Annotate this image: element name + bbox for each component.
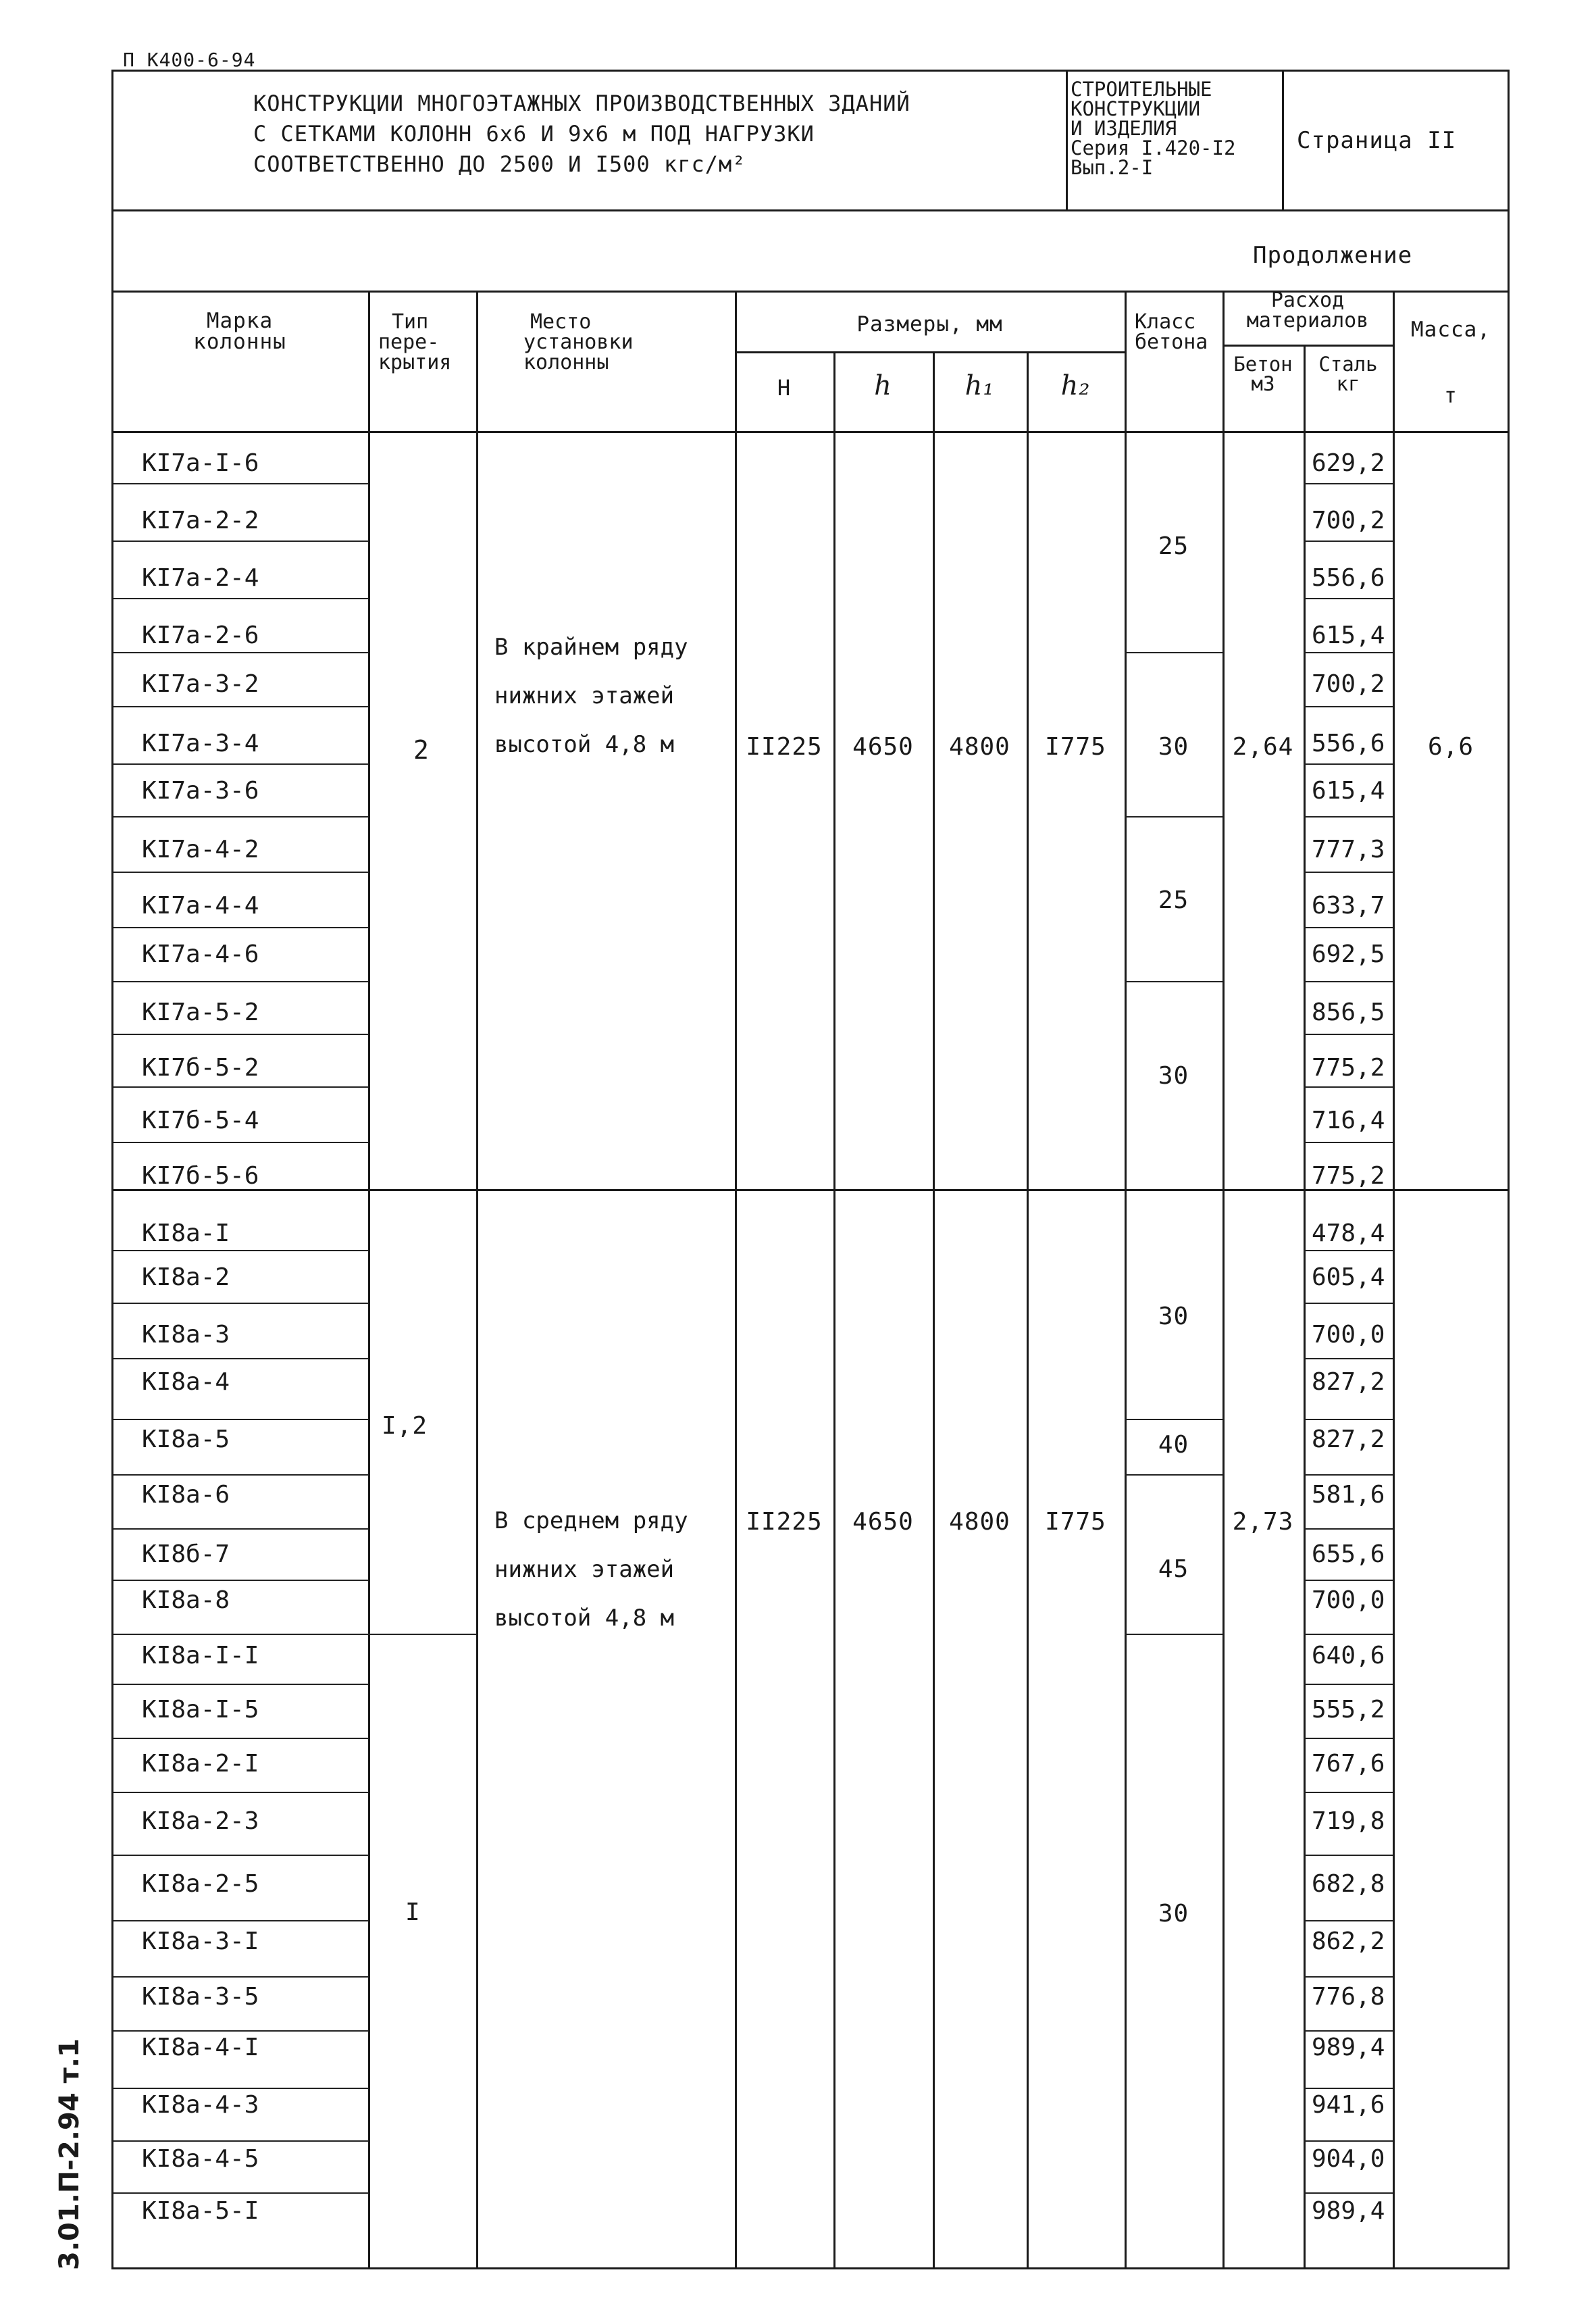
series-line-4: Серия I.420-I2	[1071, 136, 1236, 159]
table-row-mark: КI7а-3-2	[142, 670, 259, 698]
sizes-subheader-line	[735, 351, 1125, 353]
row-divider-steel	[1304, 981, 1393, 982]
table-row-steel: 692,5	[1312, 940, 1385, 968]
group1-concrete: 2,64	[1232, 733, 1294, 761]
table-row-mark: КI8а-2-I	[142, 1750, 259, 1778]
table-row-steel: 904,0	[1312, 2145, 1385, 2173]
group1-place-line-1: В крайнем ряду	[494, 634, 688, 661]
col-header-sizes: Размеры, мм	[856, 312, 1003, 336]
type-line-1: Тип	[392, 310, 429, 334]
class-line-1: Класс	[1135, 310, 1196, 334]
row-divider-steel	[1304, 540, 1393, 542]
row-divider-mark	[113, 927, 368, 928]
col-line-steel	[1304, 345, 1306, 2269]
col-header-h: h	[874, 370, 892, 401]
table-row-steel: 700,2	[1312, 670, 1385, 698]
table-row-steel: 556,6	[1312, 730, 1385, 757]
table-row-mark: КI8а-4-3	[142, 2091, 259, 2119]
table-row-steel: 633,7	[1312, 892, 1385, 920]
steel-line-1: Сталь	[1318, 353, 1378, 376]
col-header-h1: h₁	[964, 370, 995, 401]
g1-class-2: 30	[1158, 733, 1189, 761]
group2-h: 4650	[852, 1508, 914, 1536]
group2-place-line-2: нижних этажей	[494, 1556, 675, 1583]
g1-class-4: 30	[1158, 1062, 1189, 1090]
row-divider-steel	[1304, 1855, 1393, 1856]
table-row-steel: 862,2	[1312, 1928, 1385, 1955]
table-row-steel: 716,4	[1312, 1107, 1385, 1134]
row-divider-mark	[113, 1580, 368, 1581]
col-line-concrete	[1222, 291, 1225, 2269]
row-divider-steel	[1304, 1738, 1393, 1739]
table-row-mark: КI8а-2-5	[142, 1870, 259, 1898]
group1-place-line-3: высотой 4,8 м	[494, 731, 675, 758]
col-line-h1	[933, 351, 935, 2269]
table-row-steel: 655,6	[1312, 1540, 1385, 1568]
group2-type-b: I	[405, 1898, 421, 1926]
table-row-mark: КI8а-4-5	[142, 2145, 259, 2173]
group1-h1: 4800	[949, 733, 1010, 761]
consumption-line-1: Расход	[1270, 288, 1345, 312]
row-divider-steel	[1304, 1358, 1393, 1359]
row-divider-steel	[1304, 1634, 1393, 1635]
row-divider-mark	[113, 1358, 368, 1359]
row-divider-steel	[1304, 1976, 1393, 1978]
table-row-steel: 615,4	[1312, 622, 1385, 649]
place-line-2: установки	[523, 330, 634, 354]
group1-place	[494, 623, 688, 769]
g2-type-divider	[368, 1634, 476, 1635]
col-header-type	[378, 312, 451, 373]
steel-line-2: кг	[1336, 372, 1360, 395]
col-line-h2	[1027, 351, 1029, 2269]
continuation-label: Продолжение	[1253, 242, 1413, 269]
table-row-mark: КI8а-I-5	[142, 1696, 259, 1724]
row-divider-mark	[113, 1855, 368, 1856]
row-divider-mark	[113, 1634, 368, 1635]
title-line-2: С СЕТКАМИ КОЛОНН 6х6 И 9х6 м ПОД НАГРУЗКИ	[253, 120, 815, 147]
page-number-label: Страница II	[1297, 127, 1457, 154]
table-row-mark: КI8б-7	[142, 1540, 230, 1568]
group2-h2: I775	[1045, 1508, 1106, 1536]
document-title	[253, 91, 910, 176]
consumption-line-2: материалов	[1246, 309, 1369, 332]
table-row-mark: КI8а-4-I	[142, 2034, 259, 2061]
row-divider-mark	[113, 1086, 368, 1088]
place-line-1: Место	[530, 310, 592, 334]
table-row-mark: КI7б-5-6	[142, 1162, 259, 1190]
row-divider-mark	[113, 1419, 368, 1420]
row-divider-mark	[113, 1684, 368, 1685]
row-divider-mark	[113, 1920, 368, 1921]
row-divider-mark	[113, 2140, 368, 2142]
table-row-steel: 640,6	[1312, 1642, 1385, 1669]
group2-h1: 4800	[949, 1508, 1010, 1536]
col-line-H	[735, 291, 737, 2269]
table-row-mark: КI7а-2-2	[142, 507, 259, 534]
document-code: П К400-6-94	[123, 49, 256, 71]
row-divider-steel	[1304, 706, 1393, 707]
g2-class-4: 30	[1158, 1900, 1189, 1928]
col-line-class	[1125, 291, 1127, 2269]
consumption-subheader-line	[1222, 345, 1393, 347]
table-row-steel: 478,4	[1312, 1219, 1385, 1247]
table-row-mark: КI7а-2-4	[142, 564, 259, 592]
table-row-steel: 941,6	[1312, 2091, 1385, 2119]
table-row-mark: КI7б-5-4	[142, 1107, 259, 1134]
row-divider-mark	[113, 2030, 368, 2032]
header-divider-1	[1066, 70, 1068, 209]
row-divider-mark	[113, 652, 368, 653]
table-row-mark: КI8а-4	[142, 1368, 230, 1396]
row-divider-mark	[113, 1792, 368, 1793]
row-divider-steel	[1304, 1684, 1393, 1685]
row-divider-mark	[113, 1528, 368, 1530]
table-row-mark: КI8а-2-3	[142, 1807, 259, 1835]
table-row-steel: 556,6	[1312, 564, 1385, 592]
group1-H: II225	[746, 733, 823, 761]
col-header-consumption	[1222, 288, 1393, 332]
row-divider-steel	[1304, 1250, 1393, 1251]
table-row-steel: 777,3	[1312, 836, 1385, 863]
g2-class-line-1	[1125, 1419, 1222, 1420]
row-divider-mark	[113, 1738, 368, 1739]
row-divider-steel	[1304, 1142, 1393, 1143]
group1-h2: I775	[1045, 733, 1106, 761]
table-row-mark: КI7б-5-2	[142, 1054, 259, 1082]
table-row-mark: КI8а-5-I	[142, 2197, 259, 2225]
row-divider-steel	[1304, 1920, 1393, 1921]
col-header-mark	[111, 311, 368, 353]
table-row-steel: 629,2	[1312, 449, 1385, 477]
row-divider-mark	[113, 763, 368, 765]
place-line-3: колонны	[523, 351, 609, 374]
table-row-steel: 856,5	[1312, 999, 1385, 1026]
row-divider-steel	[1304, 1528, 1393, 1530]
row-divider-mark	[113, 1142, 368, 1143]
table-row-mark: КI7а-4-2	[142, 836, 259, 863]
row-divider-mark	[113, 981, 368, 982]
table-row-steel: 700,2	[1312, 507, 1385, 534]
table-row-mark: КI7а-3-6	[142, 777, 259, 805]
group2-H: II225	[746, 1508, 823, 1536]
row-divider-steel	[1304, 1419, 1393, 1420]
table-row-steel: 700,0	[1312, 1321, 1385, 1349]
row-divider-mark	[113, 872, 368, 873]
table-row-mark: КI7а-4-6	[142, 940, 259, 968]
row-divider-mark	[113, 1034, 368, 1035]
g1-class-3: 25	[1158, 886, 1189, 914]
g1-class-1: 25	[1158, 532, 1189, 560]
table-row-mark: КI8а-3	[142, 1321, 230, 1349]
table-row-steel: 776,8	[1312, 1983, 1385, 2011]
row-divider-steel	[1304, 927, 1393, 928]
g2-class-1: 30	[1158, 1303, 1189, 1330]
group2-place-line-3: высотой 4,8 м	[494, 1605, 675, 1632]
row-divider-steel	[1304, 1303, 1393, 1304]
row-divider-mark	[113, 1250, 368, 1251]
series-line-3: И ИЗДЕЛИЯ	[1071, 117, 1177, 140]
series-line-5: Вып.2-I	[1071, 156, 1154, 179]
table-row-steel: 767,6	[1312, 1750, 1385, 1778]
table-row-mark: КI8а-2	[142, 1263, 230, 1291]
g2-class-line-3	[1125, 1634, 1222, 1635]
frame-top	[111, 70, 1510, 72]
row-divider-mark	[113, 598, 368, 599]
group1-type: 2	[413, 735, 430, 765]
group1-h: 4650	[852, 733, 914, 761]
col-header-h2: h₂	[1060, 370, 1091, 401]
title-line-1: КОНСТРУКЦИИ МНОГОЭТАЖНЫХ ПРОИЗВОДСТВЕННЫХ ЗДАНИЙ	[253, 91, 910, 116]
row-divider-steel	[1304, 1086, 1393, 1088]
class-line-2: бетона	[1135, 330, 1208, 354]
row-divider-steel	[1304, 872, 1393, 873]
row-divider-steel	[1304, 2030, 1393, 2032]
table-row-mark: КI7а-4-4	[142, 892, 259, 920]
row-divider-mark	[113, 706, 368, 707]
table-row-mark: КI8а-3-I	[142, 1928, 259, 1955]
row-divider-steel	[1304, 2140, 1393, 2142]
side-document-code: 3.01.П-2.94 т.1	[54, 2038, 85, 2270]
row-divider-steel	[1304, 1474, 1393, 1476]
concrete-line-2: м3	[1251, 372, 1275, 395]
col-line-type	[368, 291, 370, 2269]
row-divider-mark	[113, 483, 368, 484]
row-divider-steel	[1304, 2192, 1393, 2194]
table-row-steel: 827,2	[1312, 1426, 1385, 1453]
header-divider-2	[1282, 70, 1284, 209]
row-divider-mark	[113, 2088, 368, 2089]
col-line-mass	[1393, 291, 1395, 2269]
table-row-mark: КI8а-5	[142, 1426, 230, 1453]
table-row-steel: 989,4	[1312, 2197, 1385, 2225]
table-row-steel: 989,4	[1312, 2034, 1385, 2061]
g2-class-line-2	[1125, 1474, 1222, 1476]
row-divider-steel	[1304, 1034, 1393, 1035]
header-bottom-line	[111, 209, 1510, 211]
g1-class-line-2	[1125, 816, 1222, 818]
group2-place-line-1: В среднем ряду	[494, 1507, 688, 1534]
table-row-steel: 775,2	[1312, 1054, 1385, 1082]
col-header-place	[523, 312, 634, 373]
col-header-class	[1135, 312, 1208, 353]
g1-class-line-3	[1125, 981, 1222, 982]
row-divider-mark	[113, 1303, 368, 1304]
table-row-steel: 700,0	[1312, 1586, 1385, 1614]
col-header-H: H	[777, 375, 792, 401]
series-line-2: КОНСТРУКЦИИ	[1071, 97, 1201, 120]
row-divider-mark	[113, 816, 368, 818]
series-line-1: СТРОИТЕЛЬНЫЕ	[1071, 78, 1212, 101]
table-row-steel: 605,4	[1312, 1263, 1385, 1291]
table-row-steel: 555,2	[1312, 1696, 1385, 1724]
table-row-steel: 719,8	[1312, 1807, 1385, 1835]
group2-type-a: I,2	[382, 1412, 428, 1440]
type-line-2: пере-	[378, 330, 440, 354]
frame-bottom	[111, 2267, 1510, 2269]
type-line-3: крытия	[378, 351, 452, 374]
group1-place-line-2: нижних этажей	[494, 682, 675, 709]
row-divider-steel	[1304, 763, 1393, 765]
table-row-mark: КI7а-5-2	[142, 999, 259, 1026]
col-header-mark-text: Марка колонны	[193, 309, 286, 354]
col-header-steel	[1304, 355, 1393, 394]
frame-left	[111, 70, 113, 2269]
table-row-steel: 682,8	[1312, 1870, 1385, 1898]
g1-class-line-1	[1125, 652, 1222, 653]
col-line-h	[833, 351, 835, 2269]
table-row-mark: КI7а-2-6	[142, 622, 259, 649]
table-row-mark: КI8а-6	[142, 1481, 230, 1509]
row-divider-steel	[1304, 1792, 1393, 1793]
table-row-steel: 775,2	[1312, 1162, 1385, 1190]
table-row-steel: 615,4	[1312, 777, 1385, 805]
group1-mass: 6,6	[1427, 733, 1474, 761]
title-line-3: СООТВЕТСТВЕННО ДО 2500 И I500 кгс/м²	[253, 151, 746, 177]
row-divider-steel	[1304, 598, 1393, 599]
row-divider-steel	[1304, 483, 1393, 484]
series-block	[1071, 80, 1235, 178]
table-row-mark: КI8а-I	[142, 1219, 230, 1247]
group2-concrete: 2,73	[1232, 1508, 1294, 1536]
row-divider-mark	[113, 1474, 368, 1476]
group-divider	[111, 1189, 1510, 1191]
col-header-concrete	[1222, 355, 1304, 394]
row-divider-mark	[113, 540, 368, 542]
row-divider-steel	[1304, 816, 1393, 818]
table-row-steel: 827,2	[1312, 1368, 1385, 1396]
table-row-steel: 581,6	[1312, 1481, 1385, 1509]
table-row-mark: КI7а-I-6	[142, 449, 259, 477]
row-divider-steel	[1304, 652, 1393, 653]
group2-place	[494, 1496, 688, 1642]
header-bottom-table-line	[111, 431, 1510, 433]
g2-class-2: 40	[1158, 1431, 1189, 1459]
col-line-place	[476, 291, 478, 2269]
col-header-mass: Масса,	[1411, 318, 1491, 342]
concrete-line-1: Бетон	[1233, 353, 1293, 376]
col-header-mass-unit: т	[1444, 384, 1458, 408]
g2-class-3: 45	[1158, 1555, 1189, 1583]
table-row-mark: КI8а-8	[142, 1586, 230, 1614]
row-divider-steel	[1304, 1580, 1393, 1581]
row-divider-mark	[113, 1976, 368, 1978]
row-divider-mark	[113, 2192, 368, 2194]
table-row-mark: КI8а-3-5	[142, 1983, 259, 2011]
row-divider-steel	[1304, 2088, 1393, 2089]
table-row-mark: КI8а-I-I	[142, 1642, 259, 1669]
table-row-mark: КI7а-3-4	[142, 730, 259, 757]
